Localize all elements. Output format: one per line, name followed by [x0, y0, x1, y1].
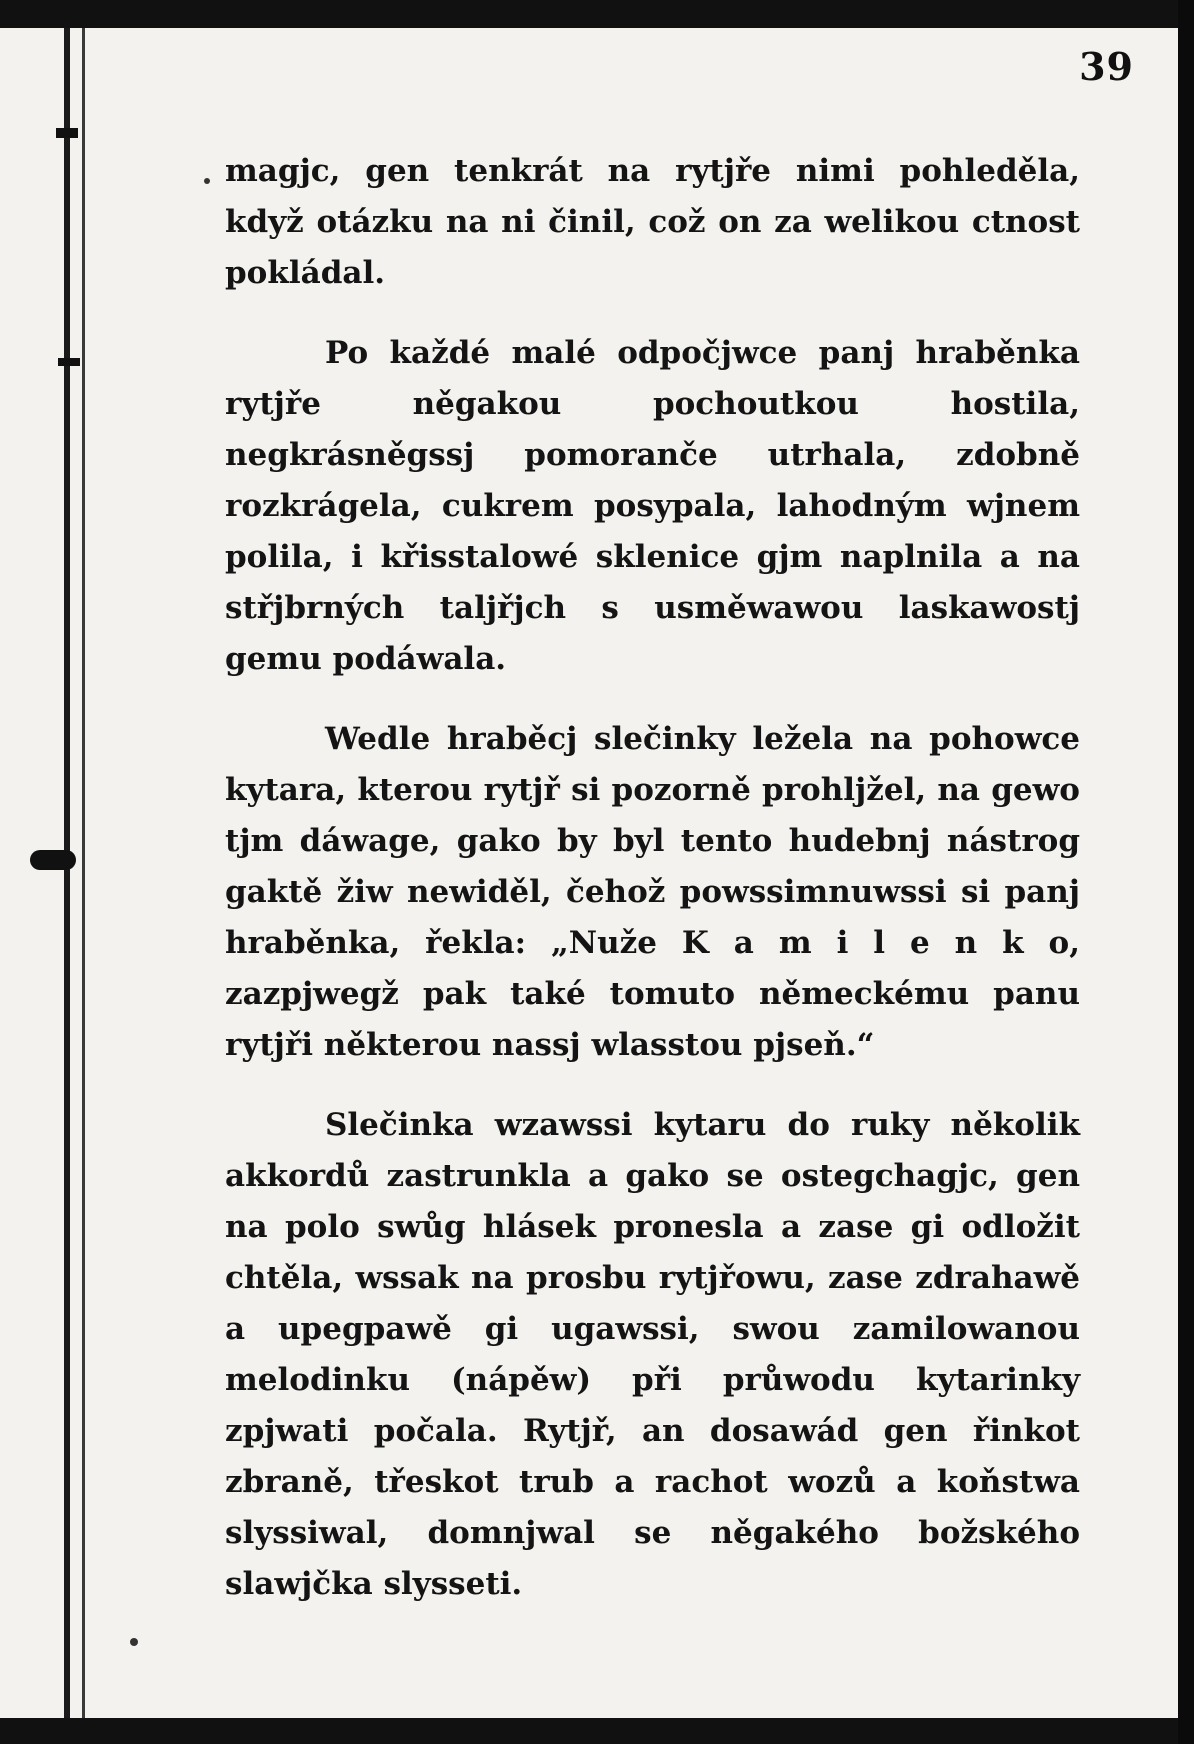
page-number: 39: [1079, 44, 1134, 89]
binding-notch-mark: [58, 358, 80, 366]
paragraph: Po každé malé odpočjwce panj hraběnka rytjře něgakou pochoutkou hostila, negkrásněgssj pomoranče utrhala, zdobně rozkrágela, cukrem posypala, lahodným wjnem polila, i křisstalowé sklenice gjm naplnila a na střjbrných talјřjch s usměwawou laskawostj gemu podáwala.: [225, 335, 1080, 677]
body-text: [225, 146, 1080, 1610]
book-page: [0, 28, 1178, 1718]
stray-mark: [204, 178, 210, 184]
binding-edge-line: [64, 28, 70, 1718]
paragraph: magjc, gen tenkrát na rytjře nimi pohleděla, když otázku na ni činil, což on za welikou ctnost pokládal.: [225, 153, 1080, 291]
binding-notch-mark: [56, 128, 78, 138]
paragraph: Slečinka wzawssi kytaru do ruky několik akkordů zastrunkla a gako se ostegchagjc, gen na polo swůg hlásek pronesla a zase gi odložit chtěla, wssak na prosbu rytjřowu, zase zdrahawě a upegpawě gi ugawssi, swou zamilowanou melodinku (nápěw) při průwodu kytarinky zpjwati počala. Rytjř, an dosawád gen řinkot zbraně, třeskot trub a rachot wozů a koňstwa slyssiwal, domnjwal se něgakého božského slawjčka slysseti.: [225, 1107, 1080, 1602]
binding-notch-mark: [30, 850, 76, 870]
stray-mark: [130, 1638, 138, 1646]
binding-inner-line: [82, 28, 85, 1718]
scan-edge: [1178, 0, 1194, 1744]
paragraph: Wedle hraběcj slečinky ležela na pohowce kytara, kterou rytjř si pozorně prohljžel, na gewo tjm dáwage, gako by byl tento hudebnj nástrog gaktě žiw newiděl, čehož powssimnuwssi si panj hraběnka, řekla: „Nuže K a m i l e n k o, zazpjwegž pak také tomuto německému panu rytjři některou nassj wlasstou pjseň.“: [225, 721, 1080, 1063]
